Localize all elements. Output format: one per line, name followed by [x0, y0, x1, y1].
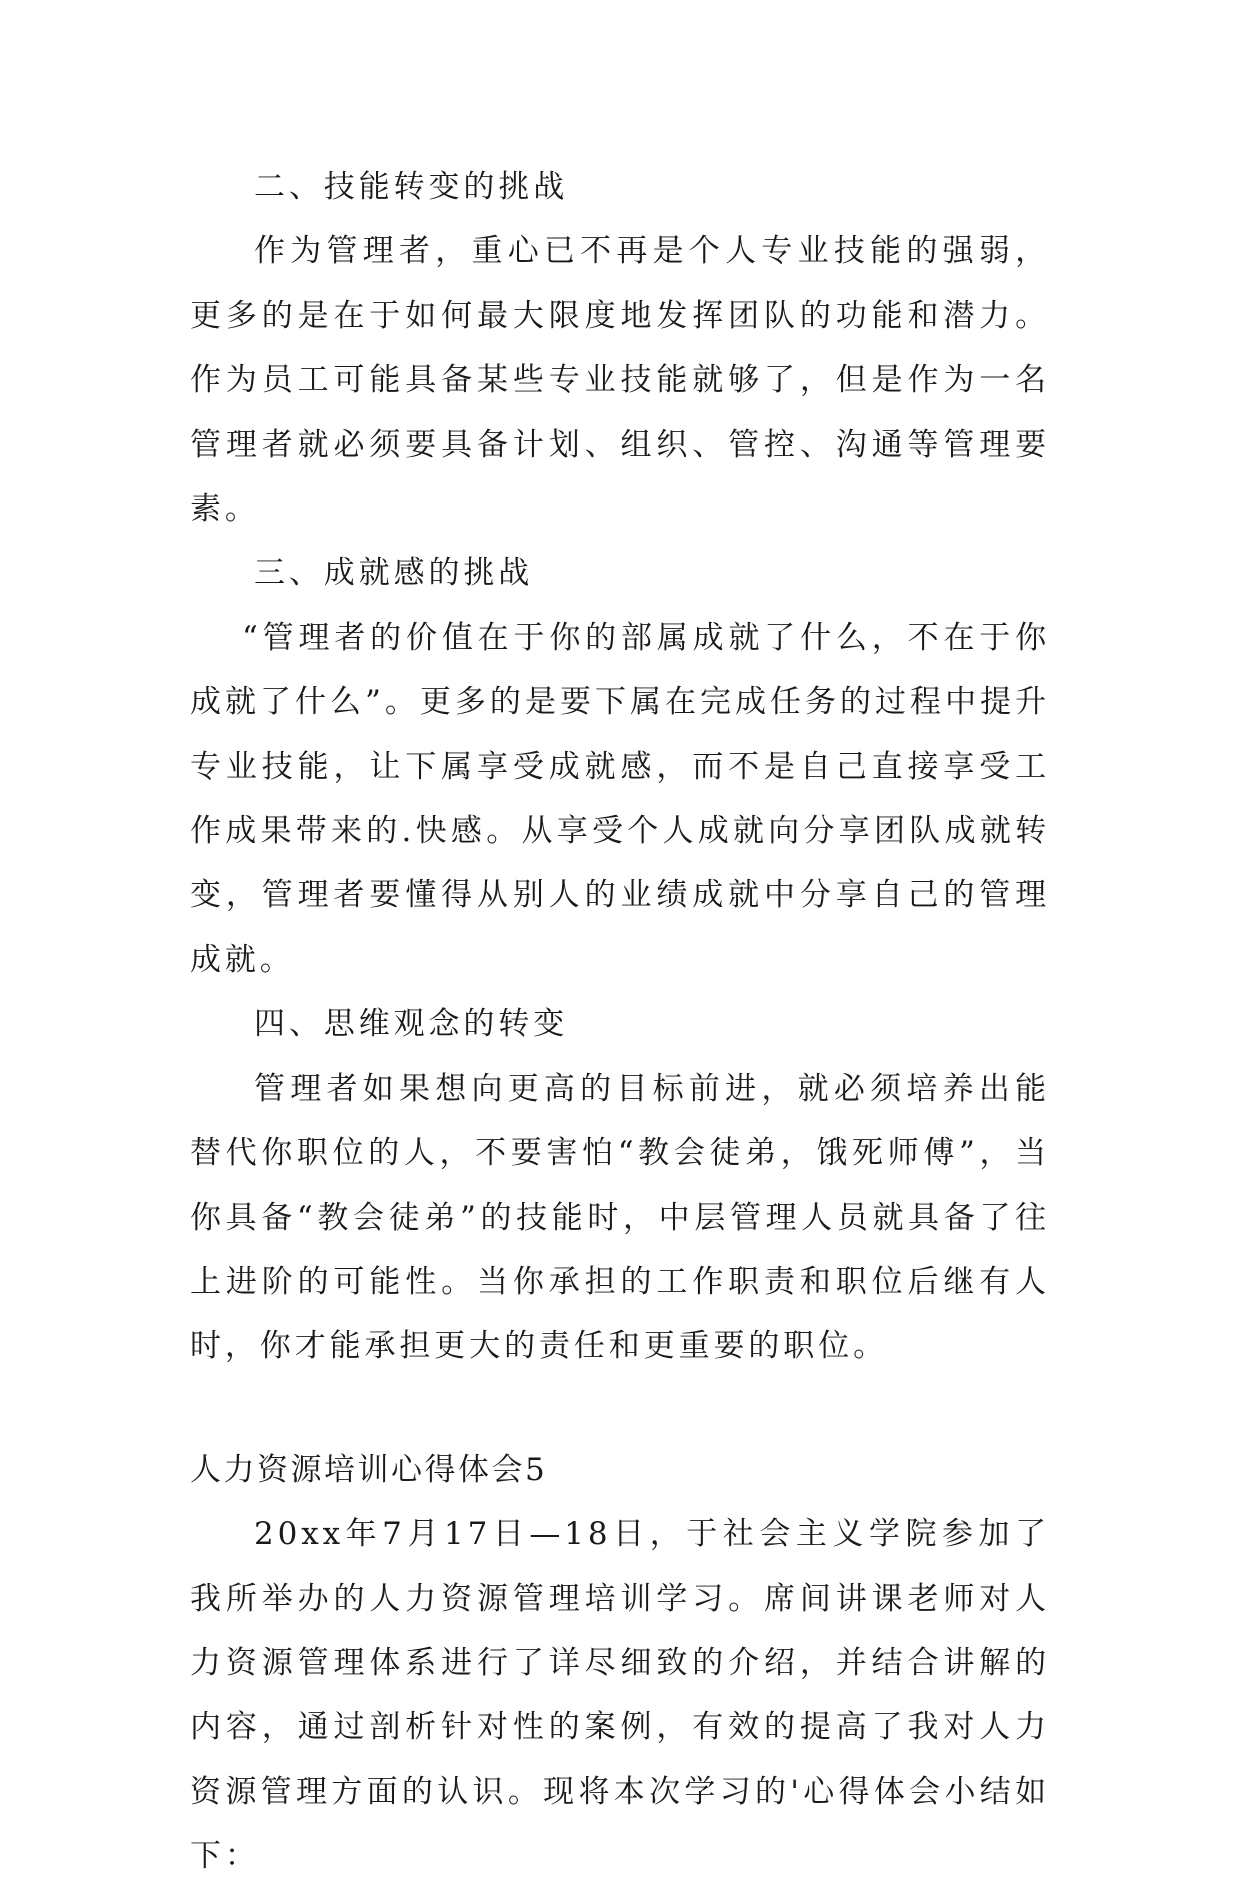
section-heading-achievement: 三、成就感的挑战	[254, 555, 534, 592]
section-paragraph-skills: 作为管理者，重心已不再是个人专业技能的强弱，更多的是在于如何最大限度地发挥团队的功能和潜力。作为员工可能具备某些专业技能就够了，但是作为一名管理者就必须要具备计划、组织、管控、沟通等管理要素。	[190, 233, 1050, 528]
section-heading-skills: 二、技能转变的挑战	[254, 169, 569, 205]
article-intro-paragraph: 20xx年7月17日—18日，于社会主义学院参加了我所举办的人力资源管理培训学习。席间讲课老师对人力资源管理体系进行了详尽细致的介绍，并结合讲解的内容，通过剖析针对性的案例，有效的提高了我对人力资源管理方面的认识。现将本次学习的'心得体会小结如下：	[190, 1516, 1050, 1875]
section-heading-mindset: 四、思维观念的转变	[254, 1006, 569, 1043]
section-paragraph-achievement: “管理者的价值在于你的部属成就了什么，不在于你成就了什么”。更多的是要下属在完成任务的过程中提升专业技能，让下属享受成就感，而不是自己直接享受工作成果带来的.快感。从享受个人成就向分享团队成就转变，管理者要懂得从别人的业绩成就中分享自己的管理成就。	[190, 619, 1050, 978]
section-paragraph-mindset: 管理者如果想向更高的目标前进，就必须培养出能替代你职位的人，不要害怕“教会徒弟，饿死师傅”，当你具备“教会徒弟”的技能时，中层管理人员就具备了往上进阶的可能性。当你承担的工作职责和职位后继有人时，你才能承担更大的责任和更重要的职位。	[190, 1070, 1050, 1365]
document-page	[190, 155, 1050, 1889]
article-title: 人力资源培训心得体会5	[190, 1451, 548, 1488]
